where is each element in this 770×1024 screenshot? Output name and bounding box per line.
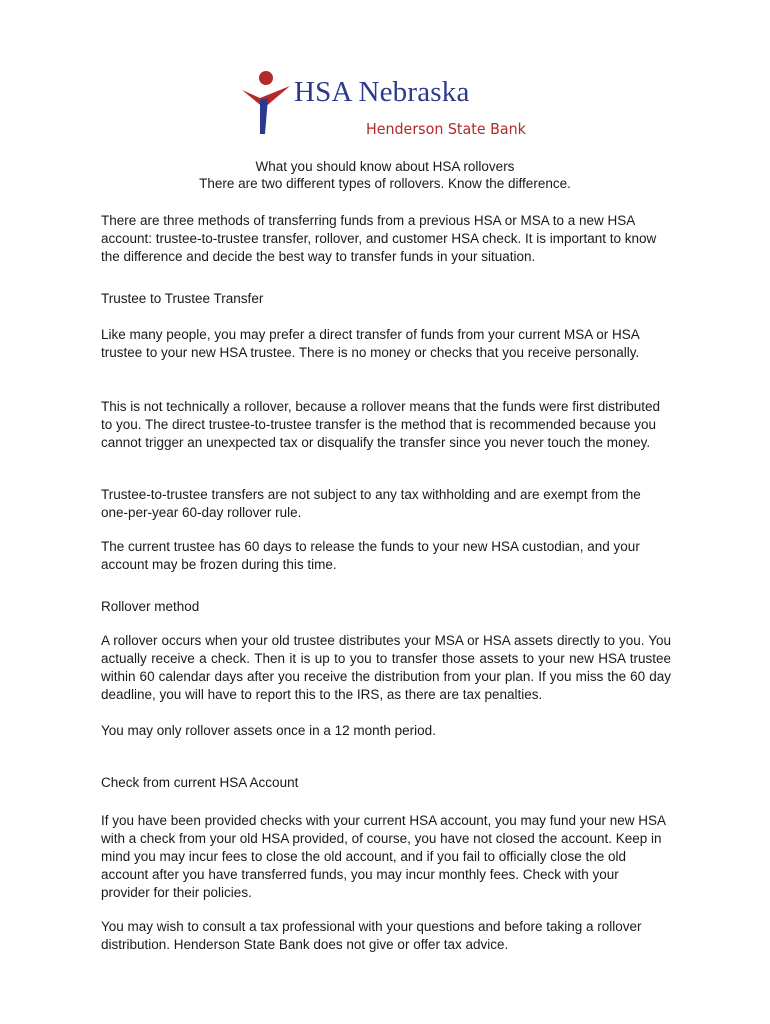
trustee-paragraph-3: Trustee-to-trustee transfers are not subject to any tax withholding and are exempt from the one-per-year 60-day rollover rule. bbox=[101, 487, 641, 520]
trustee-paragraph-1: Like many people, you may prefer a direct transfer of funds from your current MSA or HSA trustee to your new HSA trustee. There is no money or checks that you receive personally. bbox=[101, 327, 640, 360]
hsa-nebraska-logo bbox=[238, 68, 538, 143]
rollover-paragraph-2: You may only rollover assets once in a 12 month period. bbox=[101, 723, 436, 738]
logo-subtitle: Henderson State Bank bbox=[366, 120, 526, 138]
check-paragraph-1: If you have been provided checks with your current HSA account, you may fund your new HSA with a check from your old HSA provided, of course, you have not closed the account. Keep in mind you may incur fees to close the old account, and if you fail to officially close the old account after you have transferred funds, you may incur monthly fees. Check with your provider for their policies. bbox=[101, 813, 666, 900]
section-heading-rollover: Rollover method bbox=[101, 599, 200, 614]
document-header bbox=[0, 158, 770, 192]
trustee-paragraph-4: The current trustee has 60 days to release the funds to your new HSA custodian, and your account may be frozen during this time. bbox=[101, 539, 640, 572]
section-heading-check: Check from current HSA Account bbox=[101, 775, 299, 790]
document-subtitle: There are two different types of rollovers. Know the difference. bbox=[199, 176, 571, 191]
check-paragraph-2: You may wish to consult a tax professional with your questions and before taking a rollover distribution. Henderson State Bank does not give or offer tax advice. bbox=[101, 919, 642, 952]
logo-name: HSA Nebraska bbox=[294, 76, 470, 108]
document-title: What you should know about HSA rollovers bbox=[255, 159, 515, 174]
trustee-paragraph-2: This is not technically a rollover, because a rollover means that the funds were first distributed to you. The direct trustee-to-trustee transfer is the method that is recommended because you cannot trigger an unexpected tax or disqualify the transfer since you never touch the money. bbox=[101, 399, 661, 450]
rollover-paragraph-1: A rollover occurs when your old trustee distributes your MSA or HSA assets directly to you. You actually receive a check. Then it is up to you to transfer those assets to your new HSA trustee within 60 calendar days after you receive the distribution from your plan. If you miss the 60 day deadline, you will have to report this to the IRS, as there are tax penalties. bbox=[101, 633, 671, 702]
section-heading-trustee: Trustee to Trustee Transfer bbox=[101, 291, 264, 306]
logo-figure-icon bbox=[238, 68, 298, 138]
intro-paragraph: There are three methods of transferring funds from a previous HSA or MSA to a new HSA account: trustee-to-trustee transfer, rollover, and customer HSA check. It is important to know the difference and decide the best way to transfer funds in your situation. bbox=[101, 213, 657, 264]
